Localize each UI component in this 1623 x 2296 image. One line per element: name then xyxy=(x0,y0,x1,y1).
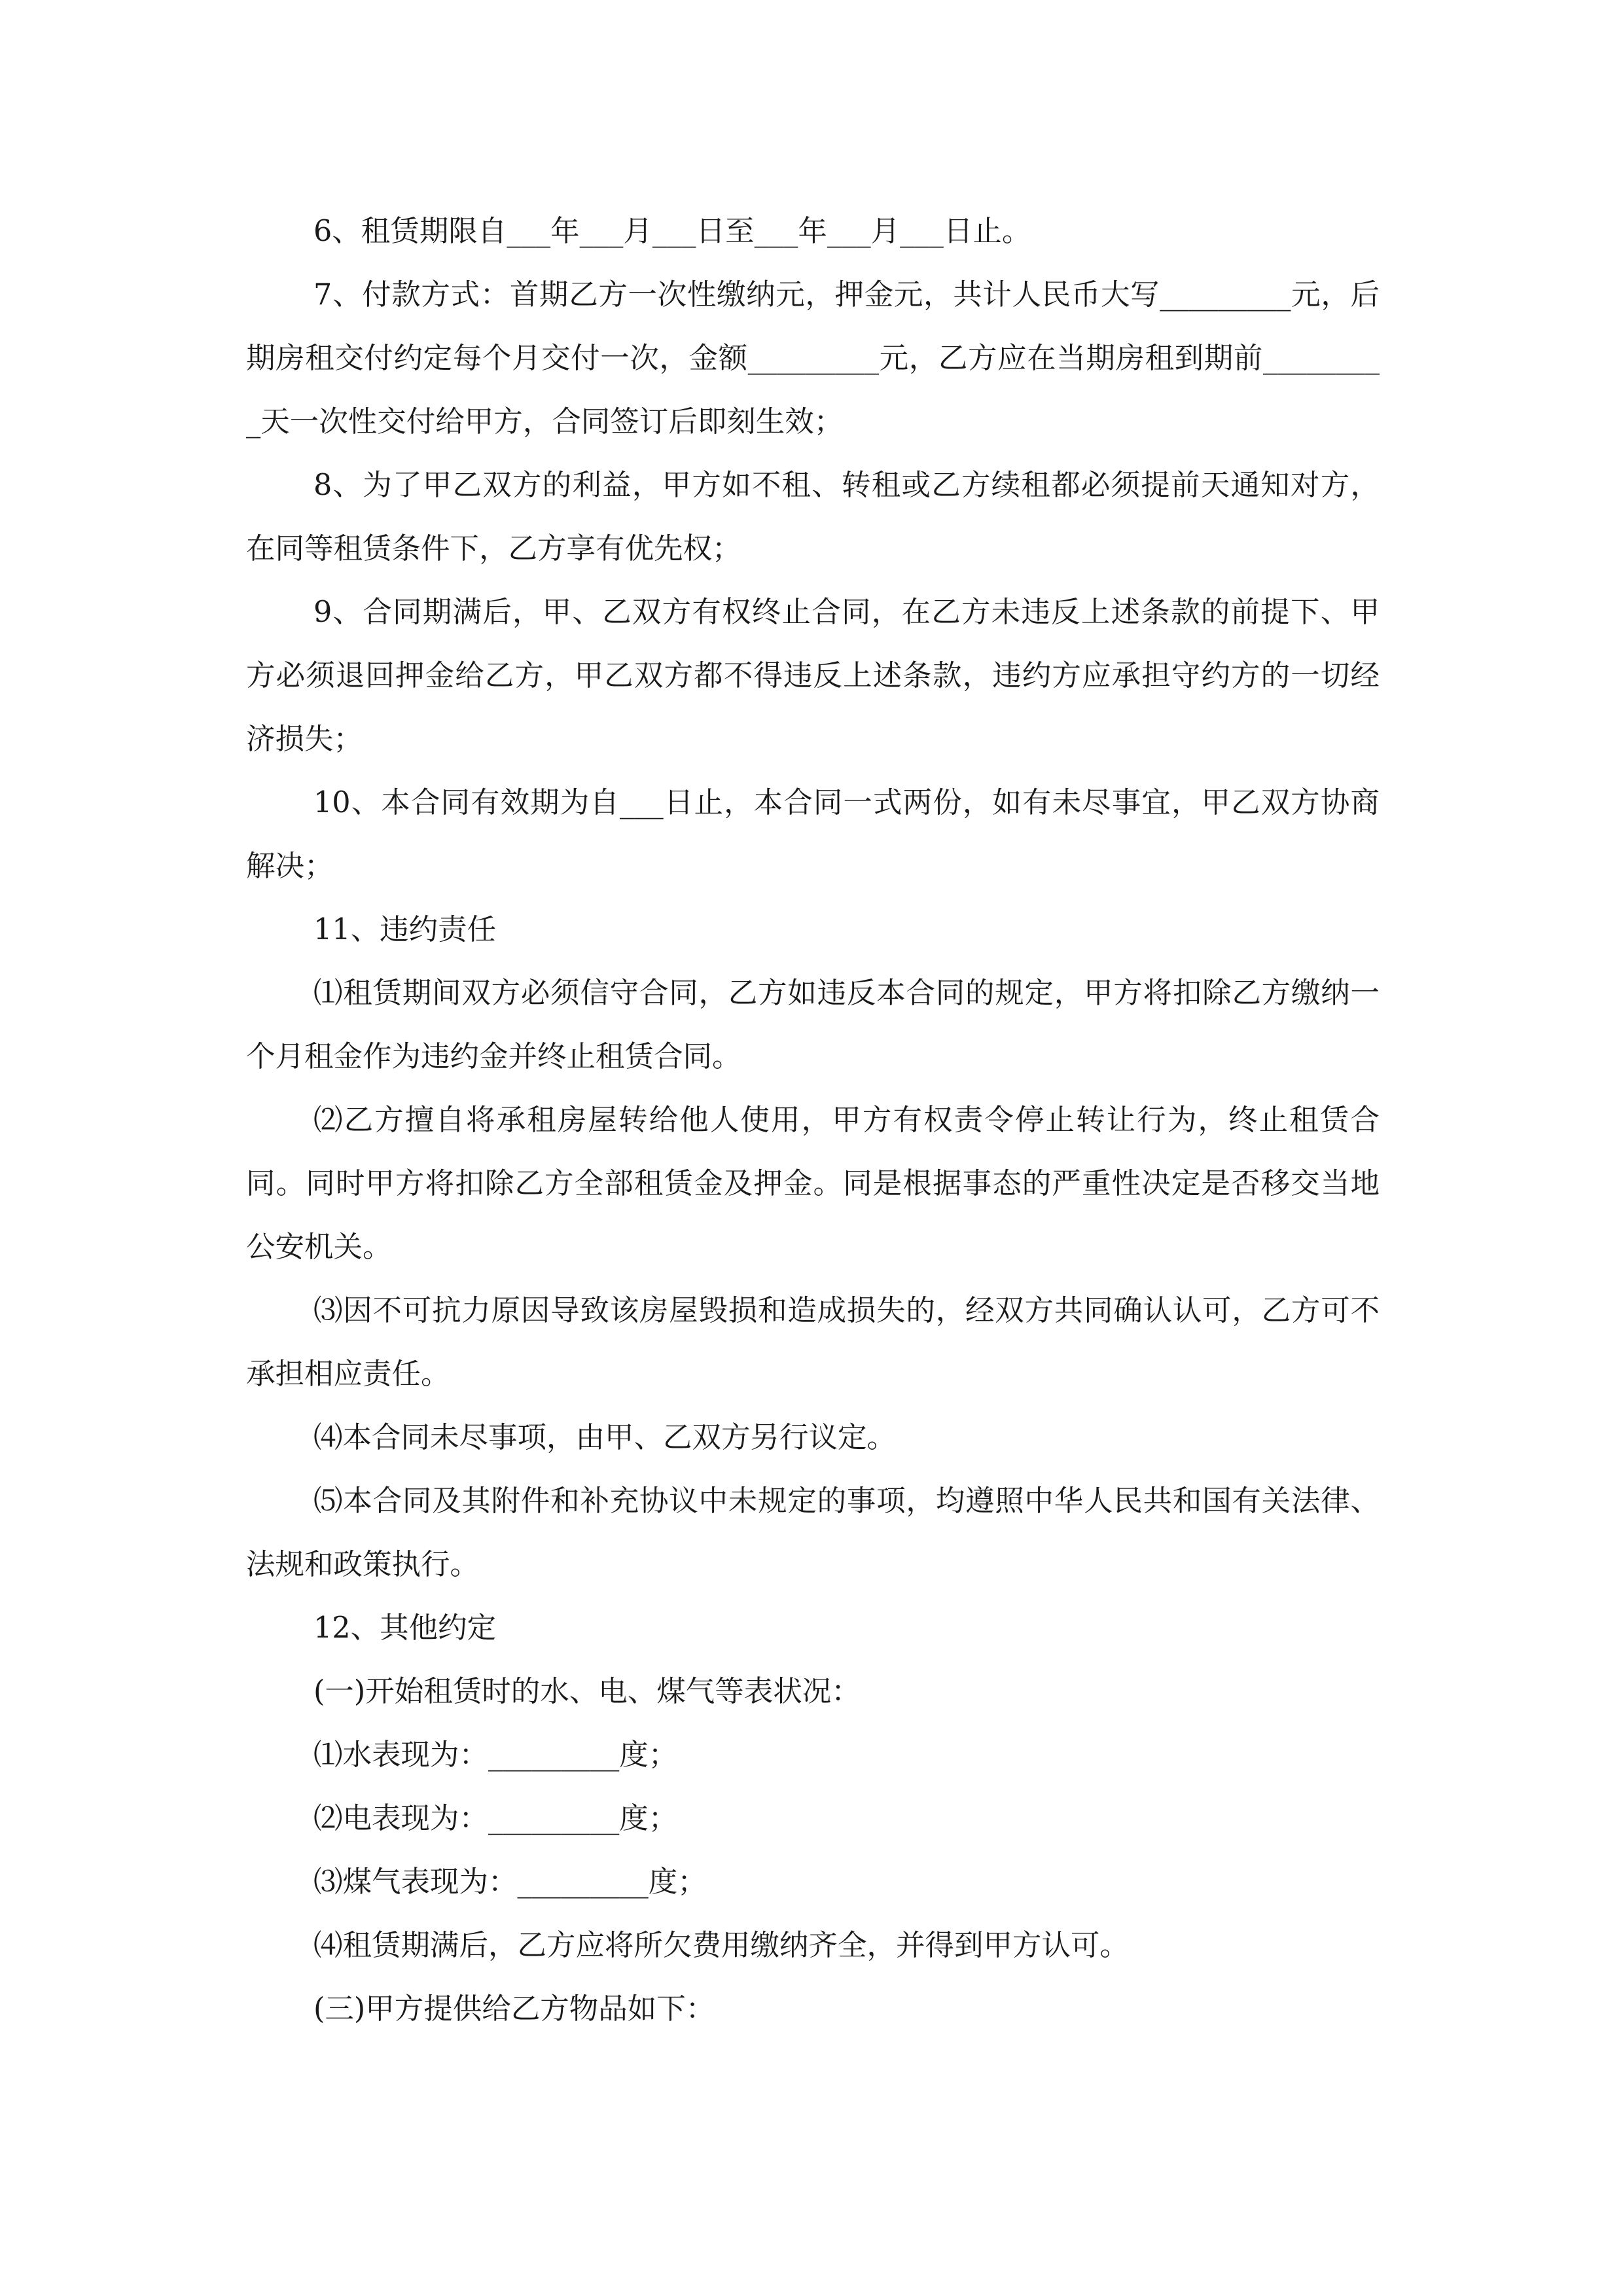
clause-9-expiry: 9、合同期满后，甲、乙双方有权终止合同，在乙方未违反上述条款的前提下、甲方必须退回押金给乙方，甲乙双方都不得违反上述条款，违约方应承担守约方的一切经济损失； xyxy=(246,596,1380,756)
clause-11-item-3: ⑶因不可抗力原因导致该房屋毁损和造成损失的，经双方共同确认认可，乙方可不承担相应责任。 xyxy=(246,1294,1380,1391)
clause-10-validity: 10、本合同有效期为自___日止，本合同一式两份，如有未尽事宜，甲乙双方协商解决； xyxy=(246,786,1380,883)
clause-12-section-3: (三)甲方提供给乙方物品如下： xyxy=(313,1992,715,2026)
clause-6-lease-term: 6、租赁期限自___年___月___日至___年___月___日止。 xyxy=(313,215,1031,248)
clause-8-notice: 8、为了甲乙双方的利益，甲方如不租、转租或乙方续租都必须提前天通知对方，在同等租赁条件下，乙方享有优先权； xyxy=(246,469,1380,565)
clause-11-item-5: ⑸本合同及其附件和补充协议中未规定的事项，均遵照中华人民共和国有关法律、法规和政策执行。 xyxy=(246,1484,1380,1581)
water-meter-reading: ⑴水表现为：_________度； xyxy=(313,1738,678,1772)
clause-11-heading: 11、违约责任 xyxy=(313,913,497,946)
clause-12-item-4: ⑷租赁期满后，乙方应将所欠费用缴纳齐全，并得到甲方认可。 xyxy=(313,1929,1130,1962)
gas-meter-reading: ⑶煤气表现为：_________度； xyxy=(313,1865,707,1899)
clause-12-heading: 12、其他约定 xyxy=(313,1611,497,1645)
clause-11-item-2: ⑵乙方擅自将承租房屋转给他人使用，甲方有权责令停止转让行为，终止租赁合同。同时甲方将扣除乙方全部租赁金及押金。同是根据事态的严重性决定是否移交当地公安机关。 xyxy=(246,1103,1380,1264)
document-body xyxy=(246,200,1380,2041)
clause-7-payment-method: 7、付款方式：首期乙方一次性缴纳元，押金元，共计人民币大写_________元，后期房租交付约定每个月交付一次，金额_________元，乙方应在当期房租到期前_________天一次性交付给甲方，合同签订后即刻生效； xyxy=(246,278,1380,439)
electric-meter-reading: ⑵电表现为：_________度； xyxy=(313,1802,678,1835)
clause-11-item-4: ⑷本合同未尽事项，由甲、乙双方另行议定。 xyxy=(313,1421,897,1454)
clause-11-item-1: ⑴租赁期间双方必须信守合同，乙方如违反本合同的规定，甲方将扣除乙方缴纳一个月租金作为违约金并终止租赁合同。 xyxy=(246,977,1380,1073)
clause-12-section-1: (一)开始租赁时的水、电、煤气等表状况： xyxy=(313,1675,861,1708)
